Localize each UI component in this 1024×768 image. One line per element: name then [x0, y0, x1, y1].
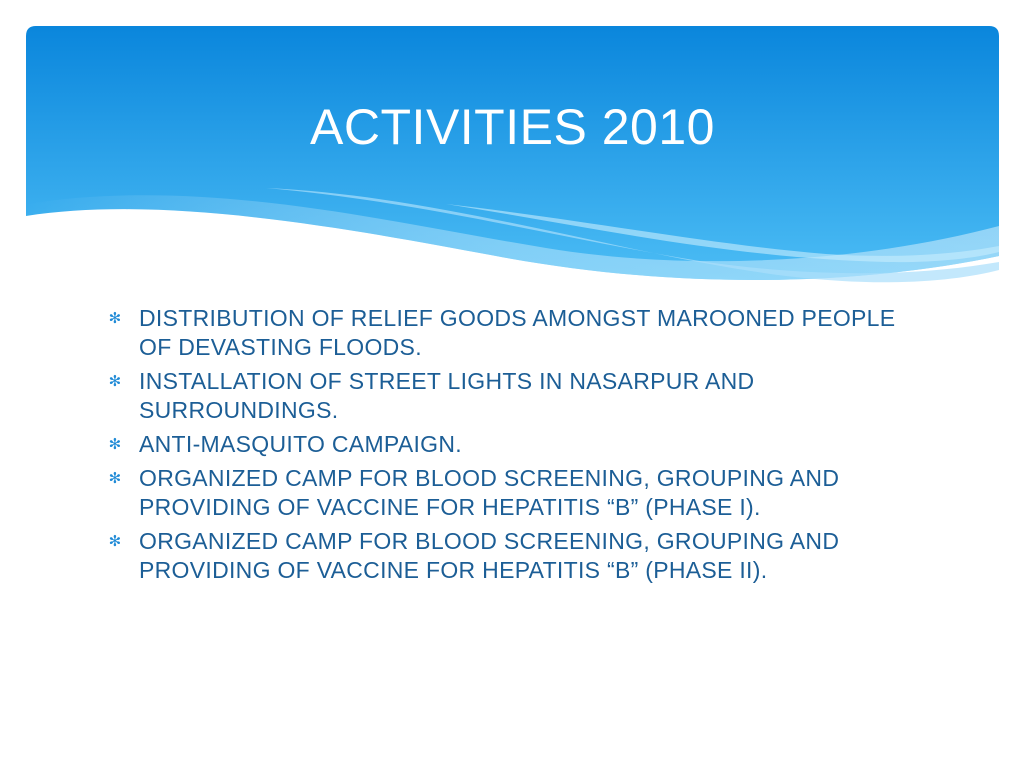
wave-background [26, 26, 999, 286]
asterisk-bullet-icon: ✻ [108, 372, 122, 390]
asterisk-bullet-icon: ✻ [108, 469, 122, 487]
asterisk-bullet-icon: ✻ [108, 435, 122, 453]
list-item [108, 304, 908, 362]
list-item-text: INSTALLATION OF STREET LIGHTS IN NASARPUR AND SURROUNDINGS. [139, 368, 755, 423]
list-item [108, 430, 908, 459]
list-item-text: ORGANIZED CAMP FOR BLOOD SCREENING, GROUPING AND PROVIDING OF VACCINE FOR HEPATITIS “B” (PHASE II). [139, 528, 840, 583]
list-item-text: DISTRIBUTION OF RELIEF GOODS AMONGST MAROONED PEOPLE OF DEVASTING FLOODS. [139, 305, 896, 360]
bullet-list [108, 304, 908, 585]
list-item-text: ANTI-MASQUITO CAMPAIGN. [139, 431, 462, 457]
list-item-text: ORGANIZED CAMP FOR BLOOD SCREENING, GROUPING AND PROVIDING OF VACCINE FOR HEPATITIS “B” (PHASE I). [139, 465, 840, 520]
asterisk-bullet-icon: ✻ [108, 309, 122, 327]
asterisk-bullet-icon: ✻ [108, 532, 122, 550]
title-banner [26, 26, 999, 286]
slide-content [108, 304, 908, 590]
list-item [108, 367, 908, 425]
slide-title: ACTIVITIES 2010 [310, 99, 715, 155]
list-item [108, 527, 908, 585]
list-item [108, 464, 908, 522]
